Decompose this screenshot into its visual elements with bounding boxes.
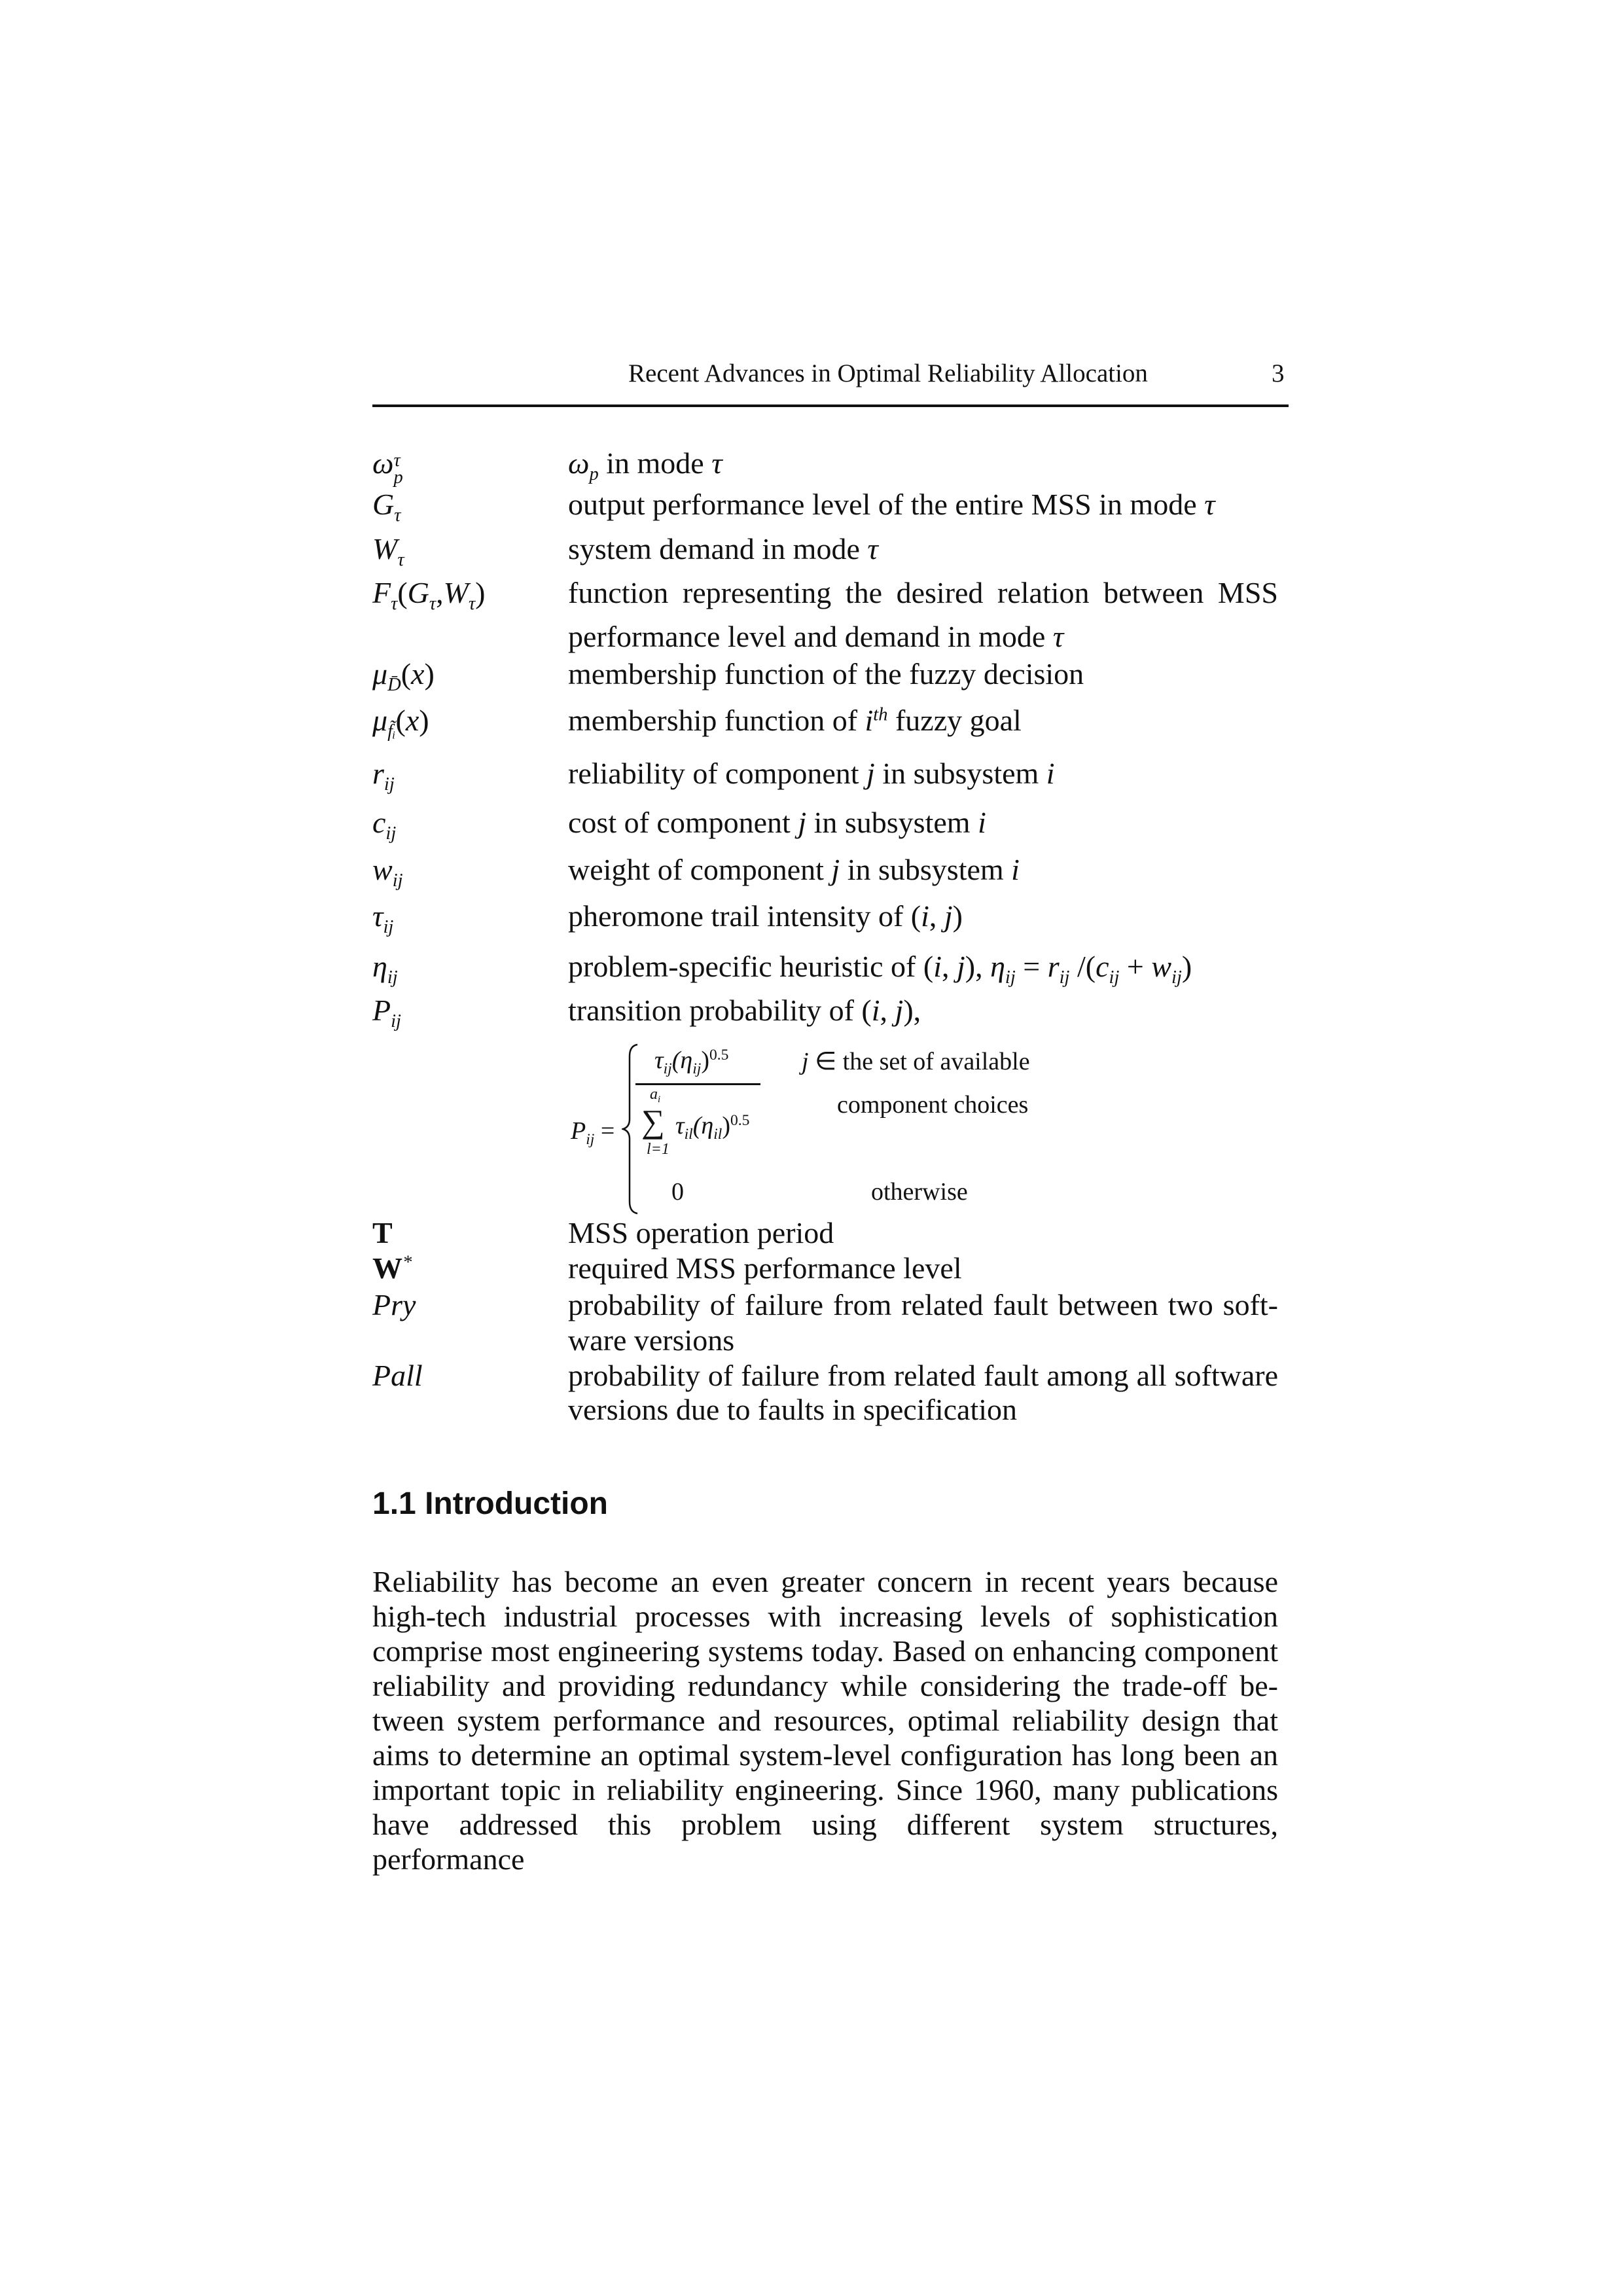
math-run: W [372, 532, 398, 565]
text-run: + [1119, 950, 1152, 983]
notation-description [568, 446, 1278, 484]
notation-description [568, 899, 1278, 933]
text-run: ) [1181, 950, 1192, 983]
notation-symbol [372, 757, 395, 795]
math-run: η [372, 950, 387, 983]
math-run: Pry [372, 1288, 416, 1321]
math-run: ij [385, 823, 397, 844]
math-run: τ [429, 593, 437, 614]
equals-sign: = [600, 1117, 615, 1145]
math-run: ij [391, 1011, 401, 1031]
math-run: ω [568, 446, 590, 480]
text-run: in mode [598, 446, 712, 480]
description-line [568, 806, 1278, 840]
sum-upper-sub: i [658, 1094, 661, 1105]
notation-symbol [372, 899, 394, 937]
math-run: i [978, 806, 986, 839]
math-run: τ [394, 505, 401, 526]
header-rule [372, 404, 1289, 407]
math-run: f̃ᵢ [387, 721, 396, 742]
paragraph-line: tween system performance and resources, optimal reliability design that [372, 1704, 1278, 1737]
math-run: j [944, 899, 953, 933]
text-run: pheromone trail intensity of ( [568, 899, 921, 933]
text-run: transition probability of ( [568, 994, 872, 1027]
text-run: versions due to faults in specification [568, 1393, 1018, 1426]
description-line [568, 899, 1278, 933]
lhs-symbol: P [571, 1117, 586, 1145]
sub-sup-stack [393, 452, 402, 486]
text-run: reliability of component [568, 757, 867, 790]
math-run: G [372, 488, 395, 521]
case1-condition [802, 1049, 1030, 1075]
text-run: , [941, 950, 957, 983]
paragraph-line: have addressed this problem using different system structures, performance [372, 1808, 1278, 1876]
text-run: in subsystem [806, 806, 978, 839]
notation-symbol [372, 853, 403, 891]
notation-symbol [372, 488, 401, 526]
text-run: performance level and demand in mode [568, 620, 1053, 653]
math-run: τ [1052, 620, 1064, 653]
text-run: , [880, 994, 895, 1027]
text-run: probability of failure from related fault among all software [568, 1359, 1278, 1392]
notation-description [568, 1216, 1278, 1250]
cond-text: ∈ the set of available [808, 1048, 1030, 1075]
text-run: ( [395, 704, 406, 737]
math-run: ij [1005, 967, 1016, 988]
notation-description [568, 757, 1278, 791]
math-run: i [1011, 853, 1020, 886]
math-run: ij [1109, 967, 1120, 988]
notation-description [568, 853, 1278, 887]
math-run: j [895, 994, 904, 1027]
text-run: ), [965, 950, 991, 983]
math-run: ij [1171, 967, 1182, 988]
notation-symbol [372, 657, 435, 695]
case2-condition: otherwise [871, 1178, 968, 1206]
math-run: ij [1059, 967, 1070, 988]
section-heading: 1.1 Introduction [372, 1486, 608, 1521]
notation-symbol [372, 806, 397, 844]
subscript: p [393, 467, 403, 488]
math-run: τ [391, 593, 398, 614]
text-run: in subsystem [840, 853, 1012, 886]
num-tau-sub: ij [663, 1060, 672, 1078]
description-line [568, 994, 1278, 1028]
math-run: ij [383, 916, 394, 937]
description-line [568, 704, 1278, 738]
math-run: r [372, 757, 384, 790]
den-tau: τ [675, 1112, 685, 1139]
text-run: , [436, 576, 444, 609]
left-brace [622, 1043, 639, 1215]
text-run: required MSS performance level [568, 1251, 962, 1285]
text-run: output performance level of the entire MSS in mode [568, 488, 1205, 521]
math-run: c [372, 806, 386, 839]
text-run: function representing the desired relation between MSS [568, 576, 1278, 609]
description-line [568, 532, 1278, 566]
fraction-bar [635, 1083, 760, 1085]
text-run: fuzzy goal [887, 704, 1022, 737]
math-run: j [798, 806, 807, 839]
math-run: th [873, 704, 888, 725]
description-line [568, 620, 1278, 654]
math-run: F [372, 576, 391, 609]
running-header-title: Recent Advances in Optimal Reliability Allocation [628, 359, 1148, 387]
math-run: j [866, 757, 875, 790]
paragraph-line: reliability and providing redundancy while considering the trade-off be- [372, 1669, 1278, 1702]
math-run: μ [372, 657, 388, 691]
math-run: p [589, 463, 599, 484]
text-run: membership function of the fuzzy decision [568, 657, 1084, 691]
notation-symbol [372, 576, 486, 614]
description-line [568, 1393, 1278, 1427]
description-line [568, 1323, 1278, 1357]
notation-description [568, 806, 1278, 840]
text-run: ) [952, 899, 963, 933]
text-run: ware versions [568, 1323, 735, 1357]
text-run: probability of failure from related fault between two soft- [568, 1288, 1278, 1321]
description-line [568, 657, 1278, 691]
notation-symbol [372, 704, 429, 742]
text-run: system demand in mode [568, 532, 868, 565]
math-run: τ [397, 549, 404, 570]
text-run: , [929, 899, 944, 933]
notation-description [568, 1288, 1278, 1357]
description-line [568, 576, 1278, 610]
math-run: W [443, 576, 469, 609]
math-symbol [372, 446, 403, 488]
num-exponent: 0.5 [709, 1047, 729, 1064]
math-run: i [865, 704, 874, 737]
notation-description [568, 657, 1278, 691]
num-close: ) [701, 1047, 709, 1074]
description-line [568, 488, 1278, 522]
text-run: in subsystem [874, 757, 1046, 790]
math-run: ij [387, 967, 398, 988]
math-run: i [1046, 757, 1055, 790]
num-tau: τ [654, 1047, 664, 1074]
text-run: MSS operation period [568, 1216, 834, 1249]
description-line [568, 446, 1278, 484]
text-run: ) [475, 576, 486, 609]
description-line [568, 853, 1278, 887]
text-run: = [1015, 950, 1048, 983]
den-tau-sub: il [684, 1126, 693, 1143]
paragraph-line: comprise most engineering systems today. Based on enhancing component [372, 1634, 1278, 1668]
math-run: i [933, 950, 942, 983]
lhs-sub: ij [586, 1131, 595, 1149]
math-run: j [956, 950, 965, 983]
text-run: ( [397, 576, 408, 609]
sum-upper: a [650, 1086, 658, 1103]
math-run: T [372, 1216, 393, 1249]
notation-description [568, 1251, 1278, 1285]
math-run: τ [1204, 488, 1215, 521]
den-eta: (η [692, 1112, 714, 1139]
math-run: ij [392, 870, 403, 891]
notation-symbol [372, 994, 401, 1031]
text-run: membership function of [568, 704, 865, 737]
description-line [568, 1359, 1278, 1393]
math-run: x [405, 704, 419, 737]
math-run: P [372, 994, 391, 1027]
case1-condition-line2: component choices [837, 1091, 1029, 1119]
notation-description [568, 950, 1278, 988]
math-run: D̄ [387, 674, 401, 695]
den-exponent: 0.5 [730, 1112, 750, 1130]
cond-j: j [802, 1048, 809, 1075]
math-run: ij [383, 774, 395, 795]
num-eta: (η [671, 1047, 693, 1074]
description-line [568, 1288, 1278, 1322]
text-run: /( [1069, 950, 1096, 983]
math-run: w [1151, 950, 1172, 983]
math-run: i [921, 899, 929, 933]
math-run: c [1096, 950, 1109, 983]
notation-symbol [372, 1251, 412, 1285]
sum-sign: ∑ [641, 1103, 665, 1139]
math-run: η [990, 950, 1005, 983]
math-run: τ [468, 593, 476, 614]
text-run: ( [401, 657, 412, 691]
math-run: τ [867, 532, 878, 565]
notation-symbol [372, 1359, 423, 1393]
notation-symbol [372, 532, 404, 570]
formula-lhs [571, 1117, 615, 1149]
math-run: x [411, 657, 425, 691]
notation-description [568, 1359, 1278, 1427]
text-run: cost of component [568, 806, 798, 839]
fraction-numerator [654, 1047, 729, 1078]
notation-symbol [372, 950, 398, 988]
math-run: τ [711, 446, 722, 480]
paragraph-line: Reliability has become an even greater concern in recent years because [372, 1565, 1278, 1598]
paragraph-line: important topic in reliability engineering. Since 1960, many publications [372, 1773, 1278, 1806]
math-run: τ [372, 899, 383, 933]
text-run: ) [424, 657, 435, 691]
paragraph-line: high-tech industrial processes with increasing levels of sophistication [372, 1600, 1278, 1633]
text-run: problem-specific heuristic of ( [568, 950, 934, 983]
notation-description [568, 704, 1278, 738]
notation-description [568, 994, 1278, 1028]
description-line [568, 757, 1278, 791]
math-run: W [372, 1251, 402, 1285]
description-line [568, 1216, 1278, 1250]
page-number: 3 [1272, 359, 1285, 387]
notation-description [568, 576, 1278, 654]
math-run: G [407, 576, 429, 609]
math-run: Pall [372, 1359, 423, 1392]
text-run: ), [903, 994, 921, 1027]
math-run: r [1047, 950, 1060, 983]
den-eta-sub: il [713, 1126, 722, 1143]
description-line [568, 950, 1278, 988]
notation-symbol [372, 1288, 416, 1322]
math-run: ω [372, 446, 394, 480]
paragraph-line: aims to determine an optimal system-level configuration has long been an [372, 1738, 1278, 1772]
text-run: weight of component [568, 853, 832, 886]
description-line [568, 1251, 1278, 1285]
math-run: μ [372, 704, 388, 737]
fraction-denominator [675, 1112, 750, 1143]
notation-description [568, 532, 1278, 566]
notation-description [568, 488, 1278, 522]
case2-value: 0 [671, 1178, 684, 1206]
math-run: j [831, 853, 840, 886]
math-run: i [871, 994, 880, 1027]
notation-symbol [372, 1216, 393, 1250]
superscript: τ [393, 450, 401, 471]
notation-symbol [372, 446, 403, 488]
math-run: * [402, 1252, 412, 1273]
den-close: ) [722, 1112, 730, 1139]
text-run: ) [419, 704, 429, 737]
math-run: w [372, 853, 393, 886]
sum-lower-limit: l=1 [647, 1141, 669, 1158]
num-eta-sub: ij [692, 1060, 702, 1078]
sum-upper-limit [650, 1086, 661, 1105]
